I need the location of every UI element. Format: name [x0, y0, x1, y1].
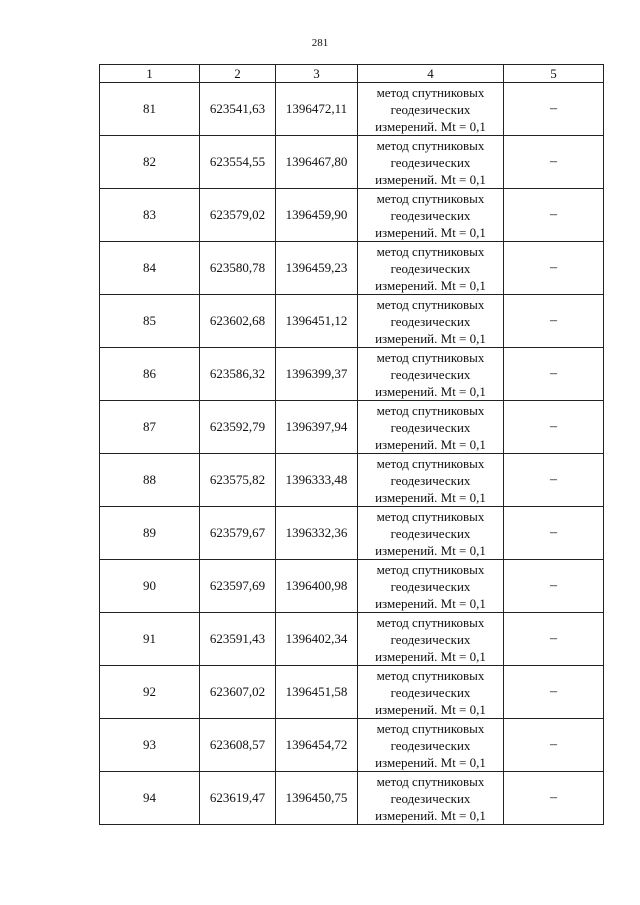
point-number-cell: 89 [100, 507, 200, 560]
method-line: измерений. Mt = 0,1 [375, 489, 486, 505]
note-cell: – [504, 348, 604, 401]
y-coordinate-cell: 1396399,37 [276, 348, 358, 401]
method-line: геодезических [390, 737, 471, 753]
table-row [100, 666, 604, 719]
y-coordinate-cell: 1396402,34 [276, 613, 358, 666]
method-line: геодезических [390, 578, 471, 594]
method-line: геодезических [390, 419, 471, 435]
table-row [100, 560, 604, 613]
note-cell: – [504, 83, 604, 136]
method-line: метод спутниковых [376, 773, 485, 789]
note-cell: – [504, 242, 604, 295]
method-line: метод спутниковых [376, 667, 485, 683]
point-number-cell: 81 [100, 83, 200, 136]
method-cell [358, 189, 504, 242]
point-number-cell: 84 [100, 242, 200, 295]
table-header-row [100, 65, 604, 83]
x-coordinate-cell: 623541,63 [200, 83, 276, 136]
point-number-cell: 92 [100, 666, 200, 719]
table-row [100, 189, 604, 242]
method-line: геодезических [390, 684, 471, 700]
method-line: измерений. Mt = 0,1 [375, 171, 486, 187]
y-coordinate-cell: 1396397,94 [276, 401, 358, 454]
y-coordinate-cell: 1396451,12 [276, 295, 358, 348]
method-cell [358, 454, 504, 507]
y-coordinate-cell: 1396459,23 [276, 242, 358, 295]
x-coordinate-cell: 623607,02 [200, 666, 276, 719]
table-row [100, 242, 604, 295]
method-line: метод спутниковых [376, 402, 485, 418]
x-coordinate-cell: 623608,57 [200, 719, 276, 772]
note-cell: – [504, 136, 604, 189]
y-coordinate-cell: 1396451,58 [276, 666, 358, 719]
method-line: геодезических [390, 260, 471, 276]
table-row [100, 507, 604, 560]
note-cell: – [504, 719, 604, 772]
table-row [100, 83, 604, 136]
x-coordinate-cell: 623592,79 [200, 401, 276, 454]
method-line: метод спутниковых [376, 190, 485, 206]
method-line: метод спутниковых [376, 349, 485, 365]
method-line: геодезических [390, 631, 471, 647]
x-coordinate-cell: 623602,68 [200, 295, 276, 348]
method-line: измерений. Mt = 0,1 [375, 542, 486, 558]
table-row [100, 348, 604, 401]
method-line: метод спутниковых [376, 84, 485, 100]
method-cell [358, 666, 504, 719]
method-line: геодезических [390, 313, 471, 329]
method-line: метод спутниковых [376, 137, 485, 153]
method-line: измерений. Mt = 0,1 [375, 118, 486, 134]
method-line: геодезических [390, 207, 471, 223]
point-number-cell: 86 [100, 348, 200, 401]
method-line: геодезических [390, 790, 471, 806]
table-row [100, 454, 604, 507]
note-cell: – [504, 560, 604, 613]
method-line: измерений. Mt = 0,1 [375, 807, 486, 823]
x-coordinate-cell: 623619,47 [200, 772, 276, 825]
method-cell [358, 560, 504, 613]
x-coordinate-cell: 623554,55 [200, 136, 276, 189]
method-line: метод спутниковых [376, 508, 485, 524]
table-row [100, 613, 604, 666]
method-cell [358, 295, 504, 348]
x-coordinate-cell: 623586,32 [200, 348, 276, 401]
method-line: измерений. Mt = 0,1 [375, 595, 486, 611]
method-cell [358, 348, 504, 401]
method-line: метод спутниковых [376, 561, 485, 577]
y-coordinate-cell: 1396459,90 [276, 189, 358, 242]
method-line: метод спутниковых [376, 614, 485, 630]
method-cell [358, 401, 504, 454]
page-number: 281 [311, 37, 329, 49]
x-coordinate-cell: 623580,78 [200, 242, 276, 295]
method-line: геодезических [390, 472, 471, 488]
table-row [100, 295, 604, 348]
method-line: измерений. Mt = 0,1 [375, 648, 486, 664]
point-number-cell: 83 [100, 189, 200, 242]
point-number-cell: 85 [100, 295, 200, 348]
method-line: метод спутниковых [376, 243, 485, 259]
x-coordinate-cell: 623597,69 [200, 560, 276, 613]
point-number-cell: 88 [100, 454, 200, 507]
table-body [100, 83, 604, 825]
x-coordinate-cell: 623579,67 [200, 507, 276, 560]
method-line: геодезических [390, 154, 471, 170]
y-coordinate-cell: 1396472,11 [276, 83, 358, 136]
point-number-cell: 94 [100, 772, 200, 825]
x-coordinate-cell: 623579,02 [200, 189, 276, 242]
point-number-cell: 82 [100, 136, 200, 189]
table-row [100, 401, 604, 454]
method-cell [358, 507, 504, 560]
note-cell: – [504, 772, 604, 825]
table-row [100, 772, 604, 825]
y-coordinate-cell: 1396333,48 [276, 454, 358, 507]
x-coordinate-cell: 623591,43 [200, 613, 276, 666]
note-cell: – [504, 613, 604, 666]
y-coordinate-cell: 1396450,75 [276, 772, 358, 825]
method-line: измерений. Mt = 0,1 [375, 277, 486, 293]
method-cell [358, 136, 504, 189]
point-number-cell: 87 [100, 401, 200, 454]
point-number-cell: 93 [100, 719, 200, 772]
method-cell [358, 613, 504, 666]
note-cell: – [504, 454, 604, 507]
coordinates-table [99, 64, 604, 825]
method-cell [358, 772, 504, 825]
method-line: измерений. Mt = 0,1 [375, 701, 486, 717]
x-coordinate-cell: 623575,82 [200, 454, 276, 507]
column-header-3: 3 [276, 65, 358, 83]
y-coordinate-cell: 1396400,98 [276, 560, 358, 613]
method-line: измерений. Mt = 0,1 [375, 754, 486, 770]
table-row [100, 719, 604, 772]
method-line: метод спутниковых [376, 720, 485, 736]
note-cell: – [504, 189, 604, 242]
point-number-cell: 90 [100, 560, 200, 613]
method-line: метод спутниковых [376, 455, 485, 471]
method-line: геодезических [390, 101, 471, 117]
method-line: измерений. Mt = 0,1 [375, 436, 486, 452]
method-cell [358, 719, 504, 772]
y-coordinate-cell: 1396467,80 [276, 136, 358, 189]
method-line: измерений. Mt = 0,1 [375, 383, 486, 399]
y-coordinate-cell: 1396454,72 [276, 719, 358, 772]
method-cell [358, 242, 504, 295]
y-coordinate-cell: 1396332,36 [276, 507, 358, 560]
table-row [100, 136, 604, 189]
note-cell: – [504, 401, 604, 454]
method-line: измерений. Mt = 0,1 [375, 330, 486, 346]
note-cell: – [504, 666, 604, 719]
note-cell: – [504, 295, 604, 348]
method-line: измерений. Mt = 0,1 [375, 224, 486, 240]
method-line: геодезических [390, 366, 471, 382]
method-line: метод спутниковых [376, 296, 485, 312]
column-header-5: 5 [504, 65, 604, 83]
point-number-cell: 91 [100, 613, 200, 666]
column-header-4: 4 [358, 65, 504, 83]
note-cell: – [504, 507, 604, 560]
method-line: геодезических [390, 525, 471, 541]
column-header-2: 2 [200, 65, 276, 83]
column-header-1: 1 [100, 65, 200, 83]
method-cell [358, 83, 504, 136]
